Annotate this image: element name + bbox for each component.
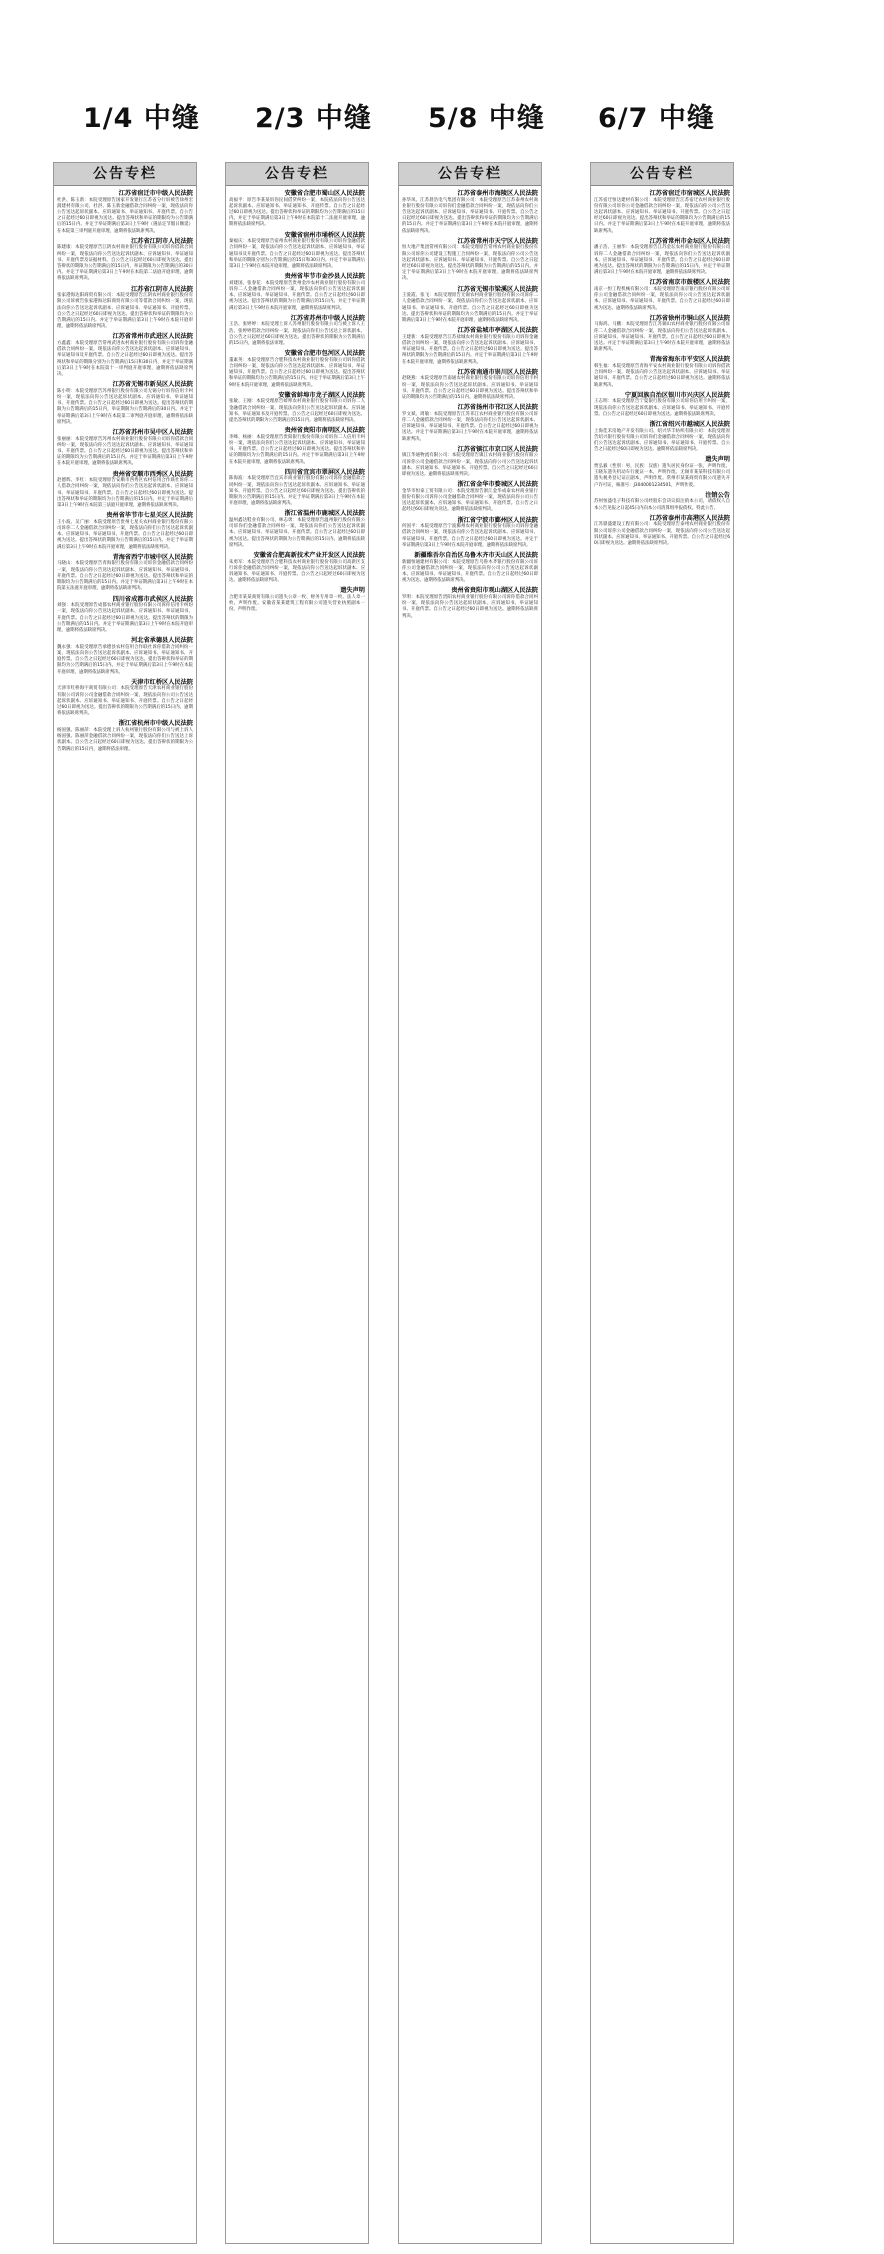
- announcement-item: [57, 190, 193, 235]
- court-name: 江苏省无锡市梁溪区人民法院: [457, 285, 538, 293]
- announcement-item: [402, 238, 538, 283]
- announcement-item: [402, 369, 538, 401]
- announcement-item: [57, 512, 193, 551]
- announcement-text: 赵晓燕：本院受理原告南通农村商业银行股份有限公司诉你信用卡纠纷一案，现依法向你公告送达起诉状副本、应诉通知书、举证通知书、开庭传票。自公告之日起经过60日即视为送达。提出答辩状和举证的期限均为公告期满后的15日内。逾期将依法缺席判决。: [402, 376, 538, 401]
- announcement-item: [57, 286, 193, 331]
- court-name: 江苏省徐州市铜山区人民法院: [649, 314, 730, 322]
- announcement-text: 镇江华通物流有限公司：本院受理原告镇江农村商业银行股份有限公司诉你公司金融借款合同纠纷一案，现依法向你公司公告送达起诉状副本、应诉通知书、举证通知书、开庭传票。自公告之日起经过60日即视为送达。逾期将依法缺席判决。: [402, 453, 538, 478]
- announcement-item: [229, 315, 365, 347]
- announcement-text: 新疆恒通建材有限公司：本院受理原告乌鲁木齐银行股份有限公司诉你公司金融借款合同纠纷一案，现依法向你公司公告送达起诉状副本、应诉通知书、举证通知书、开庭传票。自公告之日起经过60日即视为送达。逾期将依法缺席判决。: [402, 559, 538, 584]
- announcement-item: [57, 596, 193, 635]
- announcement-text: 贾弘毅（性别：男，民族：汉族）遗失居民身份证一张，声明作废。王晓东遗失机动车行驶证一本，声明作废。无锡市某某科技有限公司遗失税务登记证正副本，声明作废。常州市某某商贸有限公司遗失开户许可证，核准号：J3040001234501，声明作废。: [594, 464, 730, 488]
- announcement-text: 温州鑫达鞋业有限公司、林志勇：本院受理原告温州银行股份有限公司诉你们金融借款合同纠纷一案，现依法向你们公告送达起诉状副本、应诉通知书、举证通知书、开庭传票。自公告之日起经过60日即视为送达。提出答辩状的期限为公告期满后的15日内。逾期将依法缺席判决。: [229, 518, 365, 548]
- announcement-item: [594, 492, 730, 512]
- announcement-text: 恒大地产集团常州有限公司：本院受理原告常州农村商业银行股份有限公司诉你公司建设工程施工合同纠纷一案，现依法向你公司公告送达起诉状副本、应诉通知书、举证通知书、开庭传票。自公告之日起经过60日即视为送达。提出答辩状的期限为公告期满后的15日内。并定于举证期满后第3日上午9时在本院开庭审理，逾期将依法缺席判决。: [402, 245, 538, 282]
- announcement-item: [594, 456, 730, 488]
- court-name: 遗失声明: [340, 587, 365, 595]
- announcement-item: [229, 552, 365, 584]
- announcement-item: [229, 273, 365, 312]
- announcement-item: [594, 356, 730, 388]
- announcement-text: 马晓山：本院受理原告青海银行股份有限公司诉你金融借款合同纠纷一案，现依法向你公告送达起诉状副本、应诉通知书、举证通知书、开庭传票。自公告之日起经过60日即视为送达。提出答辩状和举证的期限均为公告期满后的15日内。并定于举证期满后第3日上午9时在本院第五法庭开庭审理，逾期将依法缺席判决。: [57, 561, 193, 592]
- court-name: 浙江省金华市婺城区人民法院: [457, 481, 538, 489]
- announcement-text: 魏永强：本院受理原告承德县农村信用合作联社诉你借款合同纠纷一案，现依法向你公告送达起诉状副本、应诉通知书、举证通知书、开庭传票。自公告之日起经过60日即视为送达。提出答辩状和举证的期限均为公告期满后的15日内。并定于举证期满后第3日上午9时在本院开庭审理，逾期将依法缺席判决。: [57, 644, 193, 675]
- announcement-text: 赵德辉、李红：本院受理原告安顺市西秀区农村信用合作联社诉你二人借款合同纠纷一案，现依法向你们公告送达起诉状副本、应诉通知书、举证通知书、开庭传票。自公告之日起经过60日即视为送达。提出答辩状和举证的期限均为公告期满后的15日内。并定于举证期满后第3日上午9时在本院第三法庭开庭审理，逾期将依法缺席判决。: [57, 478, 193, 509]
- court-name: 天津市红桥区人民法院: [131, 678, 193, 686]
- announcement-item: [594, 392, 730, 418]
- announcement-item: [229, 190, 365, 229]
- court-name: 青海省海东市平安区人民法院: [649, 356, 730, 364]
- announcement-item: [229, 392, 365, 424]
- announcement-text: 陈建康：本院受理原告江阴农村商业银行股份有限公司诉你借款合同纠纷一案，现依法向你公告送达起诉状副本、应诉通知书、举证通知书、开庭传票及证据材料。自公告之日起经过60日即视为送达。提出答辩状的期限为公告期满后的15日内，举证期限为公告期满后的30日内。并定于举证期满后第3日上午9时在本院第二法庭开庭审理，逾期将依法缺席判决。: [57, 245, 193, 282]
- court-name: 新疆维吾尔自治区乌鲁木齐市天山区人民法院: [414, 552, 538, 560]
- court-name: 江苏省江阴市人民法院: [131, 285, 193, 293]
- announcement-item: [402, 446, 538, 478]
- announcement-text: 陈小明：本院受理原告苏州银行股份有限公司无锡分行诉你信用卡纠纷一案，现依法向你公告送达起诉状副本、应诉通知书、举证通知书、开庭传票。自公告之日起经过60日即视为送达。提出答辩状的期限为公告期满后的15日内，举证期限为公告期满后的30日内。并定于举证期满后第3日上午9时在本院第二审判庭开庭审理，逾期将依法缺席判决。: [57, 388, 193, 425]
- announcement-item: [402, 552, 538, 584]
- court-name: 安徽省合肥市蜀山区人民法院: [284, 190, 365, 197]
- panel-body: [591, 186, 733, 547]
- announcement-text: 罗文斌、周敏：本院受理原告江苏邗江农村商业银行股份有限公司诉你二人金融借款合同纠纷一案，现依法向你们公告送达起诉状副本、应诉通知书、举证通知书、开庭传票。自公告之日起经过60日即视为送达。并定于举证期满后第3日上午9时在本院开庭审理，逾期将依法缺席判决。: [402, 411, 538, 442]
- court-name: 江苏省常州市天宁区人民法院: [457, 237, 538, 245]
- announcement-panel: [398, 162, 542, 2244]
- announcement-text: 陈海波：本院受理原告宜宾市商业银行股份有限公司诉你金融借款合同纠纷一案，现依法向你公告送达起诉状副本、应诉通知书、举证通知书、开庭传票。自公告之日起经过60日即视为送达。提出答辩状的期限为公告期满后的15日内。并定于举证期满后第3日上午9时在本院开庭审理，逾期将依法缺席判决。: [229, 476, 365, 507]
- court-name: 江苏省泰州市高港区人民法院: [649, 514, 730, 522]
- announcement-text: 杨国强、陈丽萍：本院受理上诉人杭州银行股份有限公司与被上诉人杨国强、陈丽萍金融借款合同纠纷一案，现依法向你们公告送达上诉状副本。自公告之日起经过60日即视为送达。提出答辩状的期限为公告期满后的15日内，逾期将依法审理。: [57, 727, 193, 752]
- announcement-text: 王小波、吴广丽：本院受理原告贵州七星关农村商业银行股份有限公司诉你二人金融借款合同纠纷一案，现依法向你们公告送达起诉状副本、应诉通知书、举证通知书、开庭传票。自公告之日起经过60日即视为送达。提出答辩状的期限为公告期满后的15日内。并定于举证期满后第3日上午9时在本院开庭审理，逾期将依法缺席判决。: [57, 519, 193, 550]
- announcement-text: 朱勇军：本院受理原告合肥科技农村商业银行股份有限公司高新区支行诉你金融借款合同纠纷一案，现依法向你公告送达起诉状副本、应诉通知书、举证通知书、开庭传票。自公告之日起经过60日即视为送达。逾期将依法缺席判决。: [229, 559, 365, 584]
- announcement-item: [57, 381, 193, 426]
- court-name: 青海省西宁市城中区人民法院: [112, 553, 193, 561]
- announcement-text: 秦福庆：本院受理原告宿州农村商业银行股份有限公司诉你金融借款合同纠纷一案，现依法向你公告送达起诉状副本、应诉通知书、举证通知书及开庭传票。自公告之日起经过60日即视为送达。提出答辩状和举证的期限分别为公告期满后的15日和30日内。并定于举证期满后第3日上午9时在本院开庭审理，逾期将依法缺席判决。: [229, 239, 365, 270]
- announcement-text: 张家港海达阳商贸有限公司：本院受理原告江阴农村商业银行股份有限公司诉被告张家港海达阳商贸有限公司等借款合同纠纷一案，现依法向你公告送达起诉状副本、应诉通知书、举证通知书、开庭传票。自公告之日起经过60日即视为送达。提出答辩状和举证的期限均为公告期满后的15日内。并定于举证期满后第3日上午9时在本院开庭审理，逾期将依法缺席判决。: [57, 293, 193, 330]
- announcement-text: 孙华凤、江苏晨浩电气集团有限公司：本院受理原告江苏泰州农村商业银行股份有限公司诉你们金融借款合同纠纷一案，现依法向你们公告送达起诉状副本、应诉通知书、举证通知书、开庭传票。自公告之日起经过60日即视为送达。提出答辩状和举证的期限均为公告期满后的15日内。并定于举证期满后第3日上午9时在本院开庭审理，逾期将依法缺席判决。: [402, 197, 538, 234]
- court-name: 江苏省泰州市海陵区人民法院: [457, 190, 538, 197]
- court-name: 江苏省宿迁市宿城区人民法院: [649, 190, 730, 197]
- announcement-item: [402, 517, 538, 549]
- court-name: 遗失声明: [705, 456, 730, 464]
- court-name: 江苏省江阴市人民法院: [131, 237, 193, 245]
- announcement-text: 王浩、张婷婷：本院受理上诉人苏州银行股份有限公司与被上诉人王浩、张婷婷借款合同纠纷一案，现依法向你们公告送达上诉状副本。自公告之日起经过60日即视为送达。提出答辩状的期限为公告期满后的15日内，逾期将依法审理。: [229, 322, 365, 347]
- announcement-text: 董素英：本院受理原告合肥科技农村商业银行股份有限公司诉你借款合同纠纷一案，现依法向你公告送达起诉状副本、应诉通知书、举证通知书、开庭传票。自公告之日起经过60日即视为送达。提出答辩状和举证的期限均为公告期满后的15日内。并定于举证期满后第3日上午9时在本院开庭审理，逾期将依法缺席判决。: [229, 357, 365, 388]
- announcement-text: 马海鸿、马鹏：本院受理原告江苏铜山农村商业银行股份有限公司诉你二人金融借款合同纠纷一案，现依法向你们公告送达起诉状副本、应诉通知书、举证通知书、开庭传票。自公告之日起经过60日即视为送达。并定于举证期满后第3日上午9时在本院开庭审理，逾期将依法缺席判决。: [594, 322, 730, 353]
- announcement-text: 李峰、杨丽：本院受理原告贵阳银行股份有限公司诉你二人信用卡纠纷一案，现依法向你们公告送达起诉状副本、应诉通知书、举证通知书、开庭传票。自公告之日起经过60日即视为送达。提出答辩状和举证的期限均为公告期满后的15日内。并定于举证期满后第3日上午9时在本院开庭审理，逾期将依法缺席判决。: [229, 434, 365, 465]
- announcement-item: [229, 510, 365, 549]
- panel-body: [54, 186, 196, 753]
- announcement-text: 上海佳禾房地产开发有限公司、绍兴华丰纺织有限公司：本院受理原告绍兴银行股份有限公司诉你们金融借款合同纠纷一案，现依法向你们公告送达起诉状副本、应诉通知书、举证通知书、开庭传票。自公告之日起经过60日即视为送达。逾期将依法缺席判决。: [594, 428, 730, 453]
- announcement-text: 金华市恒泰工贸有限公司：本院受理原告浙江金华成泰农村商业银行股份有限公司诉你公司金融借款合同纠纷一案，现依法向你公司公告送达起诉状副本、应诉通知书、举证通知书、开庭传票。自公告之日起经过60日即视为送达。逾期将依法缺席判决。: [402, 488, 538, 513]
- announcement-item: [57, 554, 193, 593]
- announcement-item: [402, 286, 538, 325]
- court-name: 江苏省扬州市邗江区人民法院: [457, 404, 538, 412]
- announcement-item: [229, 350, 365, 389]
- court-name: 浙江省温州市鹿城区人民法院: [284, 510, 365, 518]
- court-name: 江苏省苏州市中级人民法院: [290, 314, 365, 322]
- panel-header: 公告专栏: [226, 163, 368, 186]
- announcement-item: [402, 481, 538, 513]
- column-title: 6/7 中缝: [598, 103, 715, 134]
- court-name: 贵州省贵阳市观山湖区人民法院: [451, 587, 538, 595]
- panel-header: 公告专栏: [591, 163, 733, 186]
- column-title: 5/8 中缝: [428, 103, 545, 134]
- court-name: 贵州省贵阳市南明区人民法院: [284, 427, 365, 435]
- announcement-text: 王爱霞、张飞：本院受理原告无锡农村商业银行股份有限公司诉你二人金融借款合同纠纷一案，现依法向你们公告送达起诉状副本、应诉通知书、举证通知书、开庭传票。自公告之日起经过60日即视为送达。提出答辩状和举证的期限均为公告期满后的15日内。并定于举证期满后第3日上午9时在本院开庭审理，逾期将依法缺席判决。: [402, 293, 538, 324]
- court-name: 贵州省毕节市七星关区人民法院: [106, 512, 193, 520]
- announcement-item: [57, 720, 193, 752]
- court-name: 江苏省宿迁市中级人民法院: [118, 190, 193, 197]
- panel-body: [399, 186, 541, 620]
- panel-header: 公告专栏: [54, 163, 196, 186]
- column-title: 1/4 中缝: [83, 103, 200, 134]
- court-name: 浙江省杭州市中级人民法院: [118, 720, 193, 728]
- announcement-item: [57, 333, 193, 378]
- announcement-item: [594, 421, 730, 453]
- court-name: 贵州省安顺市西秀区人民法院: [112, 470, 193, 478]
- announcement-text: 合肥市某某商贸有限公司遗失公章一枚、财务专用章一枚、法人章一枚，声明作废。安徽省某某建筑工程有限公司遗失营业执照副本一份，声明作废。: [229, 595, 365, 613]
- court-name: 江苏省常州市金坛区人民法院: [649, 237, 730, 245]
- announcement-panel: [590, 162, 734, 2244]
- announcement-text: 苏州恒盛电子科技有限公司经股东会决议拟注销本公司，请债权人自本公告见报之日起45日内向本公司清算组申报债权。特此公告。: [594, 499, 730, 511]
- panel-body: [226, 186, 368, 614]
- announcement-item: [229, 427, 365, 466]
- court-name: 安徽省蚌埠市龙子湖区人民法院: [278, 391, 365, 399]
- court-name: 河北省承德县人民法院: [131, 637, 193, 645]
- announcement-item: [594, 515, 730, 547]
- court-name: 安徽省合肥高新技术产业开发区人民法院: [253, 552, 365, 560]
- announcement-item: [402, 587, 538, 619]
- announcement-item: [57, 238, 193, 283]
- announcement-item: [57, 679, 193, 718]
- court-name: 江苏省南京市鼓楼区人民法院: [649, 279, 730, 287]
- announcement-item: [229, 232, 365, 271]
- court-name: 四川省宜宾市翠屏区人民法院: [284, 468, 365, 476]
- announcement-item: [57, 429, 193, 468]
- panel-header: 公告专栏: [399, 163, 541, 186]
- announcement-text: 刘强：本院受理原告成都农村商业银行股份有限公司诉你信用卡纠纷一案，现依法向你公告送达起诉状副本、应诉通知书、举证通知书、开庭传票。自公告之日起经过60日即视为送达。提出答辩状的期限为公告期满后的15日内。并定于举证期满后第3日上午9时在本院开庭审理，逾期将依法缺席判决。: [57, 603, 193, 633]
- announcement-item: [57, 471, 193, 510]
- announcement-text: 杜洪、陈玉新：本院受理原告国家开发银行江苏省分行诉被告徐州宏润建材有限公司、杜洪、陈玉新金融借款合同纠纷一案，现依法向你公告送达起诉状副本、应诉通知书、举证通知书、开庭传票。自公告之日起经过60日即视为送达。提出答辩状和举证的期限均为公告期满后的15日内。并定于举证期满后第3日上午9时（遇法定节假日顺延）在本院第三审判庭开庭审理，逾期将依法缺席判决。: [57, 197, 193, 234]
- court-name: 宁夏回族自治区银川市兴庆区人民法院: [624, 391, 730, 399]
- announcement-text: 天津市红桥海宇商贸有限公司：本院受理原告天津农村商业银行股份有限公司诉你公司金融借款合同纠纷一案，现依法向你公司公告送达起诉状副本、应诉通知书、举证通知书、开庭传票。自公告之日起经过60日即视为送达。提出答辩状的期限为公告期满后的15日内。逾期将依法缺席判决。: [57, 686, 193, 717]
- announcement-text: 高福平：原告李某某诉你民间借贷纠纷一案，本院依法向你公告送达起诉状副本、应诉通知书、举证通知书、开庭传票。自公告之日起经过60日即视为送达。提出答辩状和举证的期限均为公告期满后的15日内。并定于举证期满后第3日上午9时在本院第十二法庭开庭审理，逾期将依法缺席判决。: [229, 197, 365, 228]
- court-name: 江苏省常州市武进区人民法院: [112, 333, 193, 341]
- announcement-item: [402, 190, 538, 235]
- announcement-item: [57, 637, 193, 676]
- announcement-text: 南京一恒工程机械有限公司：本院受理原告南京银行股份有限公司诉你公司金融借款合同纠纷一案，现依法向你公司公告送达起诉状副本、应诉通知书、举证通知书、开庭传票。自公告之日起经过60日即视为送达。逾期将依法缺席判决。: [594, 287, 730, 311]
- announcement-text: 江苏宿迁恒达建材有限公司：本院受理原告江苏宿迁农村商业银行股份有限公司诉你公司金融借款合同纠纷一案，现依法向你公司公告送达起诉状副本、应诉通知书、举证通知书、开庭传票。自公告之日起经过60日即视为送达。提出答辩状和举证的期限均为公告期满后的15日内。并定于举证期满后第3日上午9时在本院开庭审理，逾期将依法缺席判决。: [594, 197, 730, 234]
- announcement-item: [594, 190, 730, 235]
- announcement-text: 张敏、王刚：本院受理原告蚌埠农村商业银行股份有限公司诉你二人金融借款合同纠纷一案，现依法向你们公告送达起诉状副本、应诉通知书、举证通知书及开庭传票。自公告之日起经过60日即视为送达。提出答辩状的期限为公告期满后的15日内。逾期将依法缺席判决。: [229, 399, 365, 424]
- announcement-item: [229, 587, 365, 613]
- column-title: 2/3 中缝: [255, 103, 372, 134]
- court-name: 浙江省宁波市鄞州区人民法院: [457, 516, 538, 524]
- announcement-item: [229, 469, 365, 508]
- court-name: 江苏省盐城市亭湖区人民法院: [457, 327, 538, 335]
- court-name: 浙江省绍兴市越城区人民法院: [649, 421, 730, 429]
- announcement-item: [594, 279, 730, 311]
- announcement-text: 何国平：本院受理原告宁波鄞州农村商业银行股份有限公司诉你金融借款合同纠纷一案，现依法向你公告送达起诉状副本、应诉通知书、举证通知书、开庭传票。自公告之日起经过60日即视为送达。并定于举证期满后第3日上午9时在本院开庭审理，逾期将依法缺席判决。: [402, 524, 538, 548]
- court-name: 江苏省南通市崇川区人民法院: [457, 368, 538, 376]
- announcement-text: 王志明：本院受理原告宁夏银行股份有限公司诉你信用卡纠纷一案，现依法向你公告送达起诉状副本、应诉通知书、举证通知书、开庭传票。自公告之日起经过60日即视为送达。逾期将依法缺席判决。: [594, 399, 730, 417]
- court-name: 贵州省毕节市金沙县人民法院: [284, 273, 365, 281]
- announcement-text: 江苏鼎盛建设工程有限公司：本院受理原告泰州农村商业银行股份有限公司诉你公司金融借款合同纠纷一案，现依法向你公司公告送达起诉状副本、应诉通知书、举证通知书、开庭传票。自公告之日起经过60日即视为送达。逾期将依法缺席判决。: [594, 522, 730, 547]
- announcement-item: [402, 327, 538, 366]
- court-name: 安徽省宿州市埇桥区人民法院: [284, 231, 365, 239]
- announcement-item: [402, 404, 538, 443]
- announcement-text: 张丽丽：本院受理原告苏州农村商业银行股份有限公司诉你借款合同纠纷一案，现依法向你公告送达起诉状副本、应诉通知书、举证通知书、开庭传票。自公告之日起经过60日即视为送达。提出答辩状和举证的期限均为公告期满后的15日内。并定于举证期满后第3日上午9时在本院开庭审理，逾期将依法缺席判决。: [57, 436, 193, 467]
- announcement-text: 罗明：本院受理原告贵阳农村商业银行股份有限公司诉你借款合同纠纷一案，现依法向你公告送达起诉状副本、应诉通知书、举证通知书、开庭传票。自公告之日起经过60日即视为送达。逾期将依法缺席判决。: [402, 595, 538, 619]
- announcement-item: [594, 238, 730, 277]
- announcement-panel: [53, 162, 197, 2244]
- court-name: 江苏省苏州市吴中区人民法院: [112, 429, 193, 437]
- announcement-item: [594, 315, 730, 354]
- court-name: 江苏省无锡市新吴区人民法院: [112, 381, 193, 389]
- court-name: 四川省成都市武侯区人民法院: [112, 595, 193, 603]
- announcement-text: 王建新：本院受理原告江苏盐城农村商业银行股份有限公司诉你金融借款合同纠纷一案，现依法向你公告送达起诉状副本、应诉通知书、举证通知书、开庭传票。自公告之日起经过60日即视为送达。提出答辩状的期限为公告期满后的15日内。并定于举证期满后第3日上午9时在本院开庭审理，逾期将依法缺席判决。: [402, 334, 538, 365]
- court-name: 江苏省镇江市京口区人民法院: [457, 445, 538, 453]
- court-name: 安徽省合肥市包河区人民法院: [284, 350, 365, 358]
- announcement-panel: [225, 162, 369, 2244]
- court-name: 注销公告: [705, 491, 730, 499]
- announcement-text: 韩生福：本院受理原告青海平安农村商业银行股份有限公司诉你借款合同纠纷一案，现依法向你公告送达起诉状副本、应诉通知书、举证通知书、开庭传票。自公告之日起经过60日即视为送达。逾期将依法缺席判决。: [594, 364, 730, 388]
- announcement-text: 刘建国、张春花：本院受理原告贵州金沙农村商业银行股份有限公司诉你二人金融借款合同纠纷一案，现依法向你们公告送达起诉状副本、应诉通知书、举证通知书、开庭传票。自公告之日起经过60日即视为送达。提出答辩状的期限为公告期满后的15日内。并定于举证期满后第3日上午9时在本院开庭审理，逾期将依法缺席判决。: [229, 280, 365, 311]
- announcement-text: 潘子浩、王丽华：本院受理原告江苏金坛农村商业银行股份有限公司诉你二人金融借款合同纠纷一案，现依法向你们公告送达起诉状副本、应诉通知书、举证通知书、开庭传票。自公告之日起经过60日即视为送达。提出答辩状的期限为公告期满后的15日内。并定于举证期满后第3日上午9时在本院开庭审理，逾期将依法缺席判决。: [594, 245, 730, 276]
- announcement-text: 方鑫鑫：本院受理原告常州武进农村商业银行股份有限公司诉你金融借款合同纠纷一案，现依法向你公告送达起诉状副本、应诉通知书、举证通知书及开庭传票。自公告之日起经过60日即视为送达。提出答辩状和举证的期限分别为公告期满后15日和30日内，并定于举证期满后第3日上午9时在本院第十一审判庭开庭审理，逾期将依法缺席判决。: [57, 341, 193, 378]
